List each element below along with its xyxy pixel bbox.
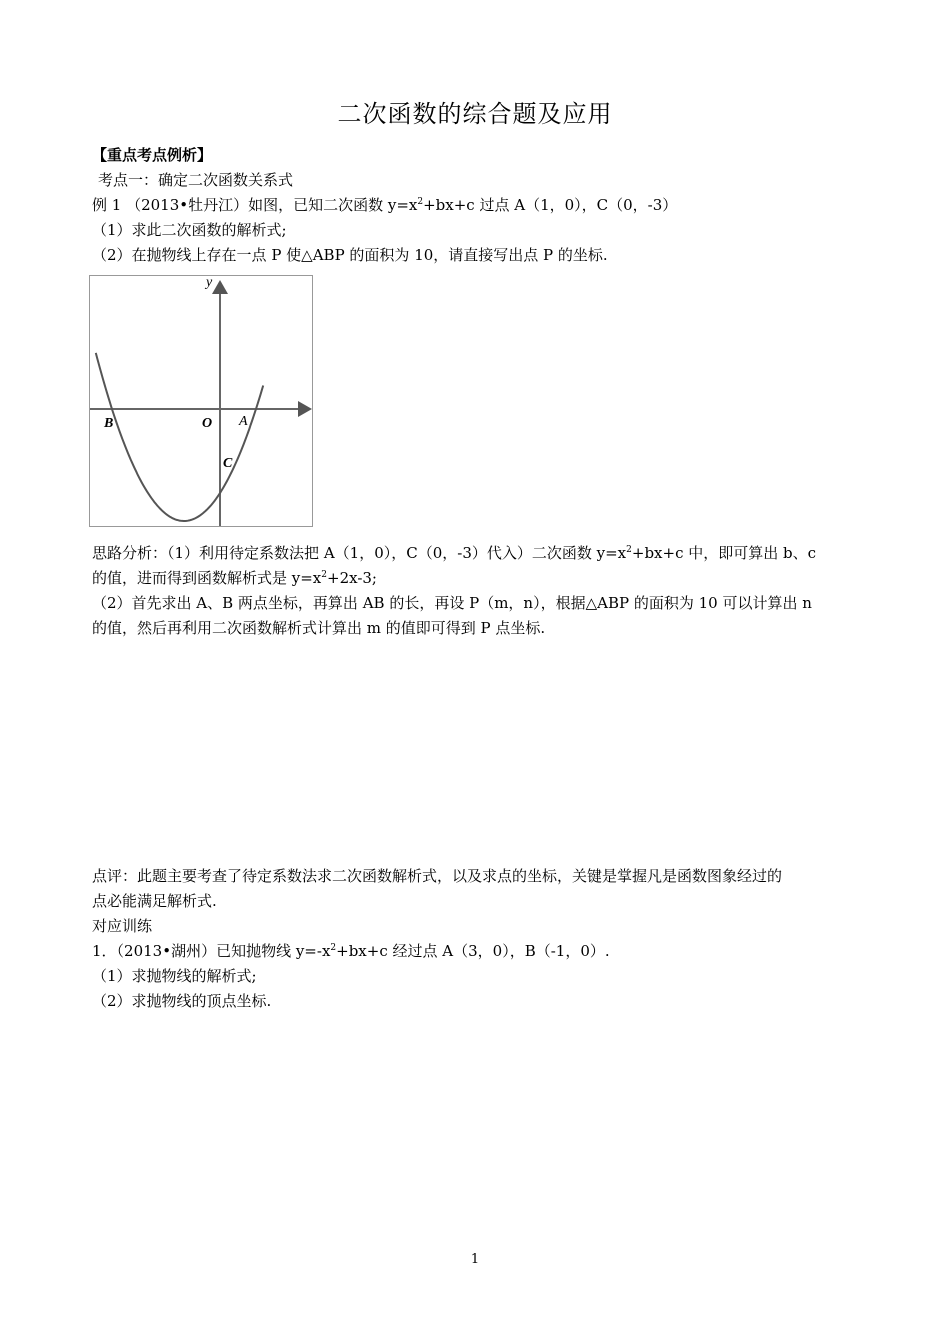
superscript: 2 — [321, 570, 328, 580]
parabola-figure — [89, 275, 313, 527]
point-b-label: B — [104, 416, 114, 431]
analysis-text-tail: +bx+c 中，即可算出 b、c — [631, 544, 817, 562]
example-question-1: （1）求此二次函数的解析式; — [92, 221, 287, 239]
analysis-line-1 — [92, 543, 816, 563]
parabola-graph — [90, 276, 312, 526]
comment-line-2: 点必能满足解析式. — [92, 892, 217, 910]
example-intro-text-tail: +bx+c 过点 A（1，0），C（0，-3） — [423, 196, 678, 214]
practice-question-1: （1）求抛物线的解析式; — [92, 967, 257, 985]
comment-line-1: 点评：此题主要考查了待定系数法求二次函数解析式，以及求点的坐标，关键是掌握凡是函数图象经过的 — [92, 867, 783, 885]
analysis-line-4: 的值，然后再利用二次函数解析式计算出 m 的值即可得到 P 点坐标. — [92, 619, 546, 637]
parabola-curve — [96, 353, 263, 521]
practice-text: 1．（2013•湖州）已知抛物线 y=-x — [92, 942, 331, 960]
analysis-text: 思路分析：（1）利用待定系数法把 A（1，0），C（0，-3）代入）二次函数 y=x — [92, 544, 627, 562]
example-intro-text: 例 1 （2013•牡丹江）如图，已知二次函数 y=x — [92, 196, 418, 214]
practice-header: 对应训练 — [92, 917, 153, 935]
superscript: 2 — [330, 943, 337, 953]
analysis-text: 的值，进而得到函数解析式是 y=x — [92, 569, 322, 587]
practice-problem-1 — [92, 941, 610, 961]
page-title: 二次函数的综合题及应用 — [337, 100, 613, 128]
superscript: 2 — [417, 197, 424, 207]
practice-text-tail: +bx+c 经过点 A（3，0），B（-1，0）. — [336, 942, 610, 960]
analysis-line-3: （2）首先求出 A、B 两点坐标，再算出 AB 的长，再设 P（m，n），根据△ABP 的面积为 10 可以计算出 n — [92, 594, 812, 612]
page-number: 1 — [470, 1252, 480, 1267]
section-header: 【重点考点例析】 — [92, 146, 213, 164]
point-c-label: C — [223, 456, 233, 471]
superscript: 2 — [626, 545, 632, 555]
practice-question-2: （2）求抛物线的顶点坐标. — [92, 992, 272, 1010]
example-question-2: （2）在抛物线上存在一点 P 使△ABP 的面积为 10，请直接写出点 P 的坐标. — [92, 246, 608, 264]
y-axis-label: y — [206, 276, 213, 290]
origin-label: O — [202, 416, 213, 431]
kaodian-heading: 考点一：确定二次函数关系式 — [98, 171, 294, 189]
analysis-line-2 — [92, 568, 377, 588]
point-a-label: A — [239, 414, 248, 429]
example-intro — [92, 195, 677, 215]
analysis-text-tail: +2x-3; — [327, 569, 377, 587]
